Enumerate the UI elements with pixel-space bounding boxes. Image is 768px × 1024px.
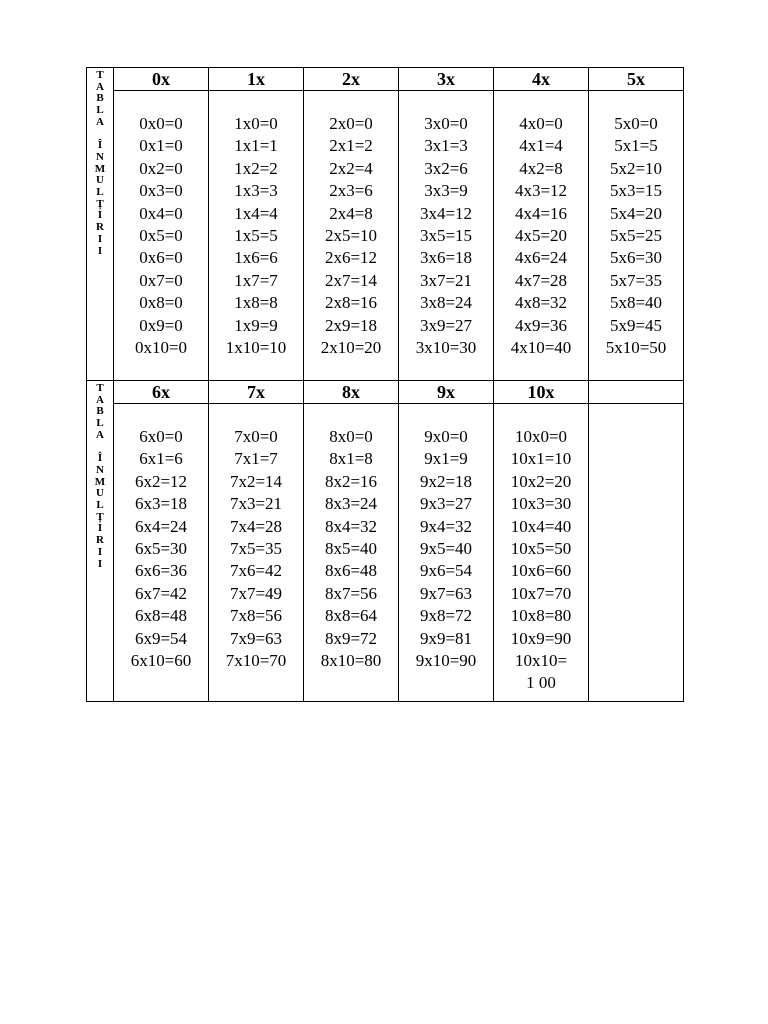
equation: 6x6=36 (134, 561, 188, 581)
equation: 4x1=4 (519, 136, 563, 156)
equation: 0x8=0 (139, 293, 183, 313)
equation: 9x4=32 (419, 516, 473, 536)
side-label-cell (87, 381, 114, 702)
equation: 7x0=0 (234, 427, 278, 446)
equation: 9x2=18 (419, 471, 473, 491)
equation: 8x10=80 (320, 651, 382, 671)
column-values (209, 404, 304, 702)
equation: 5x3=15 (609, 181, 663, 201)
equation: 6x0=0 (139, 427, 183, 446)
equation: 1x3=3 (234, 181, 278, 201)
equation: 10x9=90 (510, 628, 572, 648)
equation: 4x2=8 (519, 158, 563, 178)
equation: 2x2=4 (329, 158, 373, 178)
equation: 9x1=9 (424, 449, 468, 469)
equation: 1x4=4 (234, 203, 278, 223)
equation: 1x5=5 (234, 226, 278, 246)
equation: 6x10=60 (130, 651, 192, 671)
equation: 6x3=18 (134, 494, 188, 514)
column-header: 8x (304, 381, 399, 404)
column-values (399, 404, 494, 702)
column-values (589, 404, 684, 702)
equation: 10x7=70 (510, 583, 572, 603)
column-values (304, 91, 399, 381)
equation: 4x3=12 (514, 181, 568, 201)
column-header: 10x (494, 381, 589, 404)
equation: 1 00 (526, 673, 556, 693)
equation: 5x6=30 (609, 248, 663, 268)
equation: 0x7=0 (139, 270, 183, 290)
equation: 0x1=0 (139, 136, 183, 156)
equation: 4x4=16 (514, 203, 568, 223)
equation: 9x5=40 (419, 539, 473, 559)
equation: 1x1=1 (234, 136, 278, 156)
equation: 6x8=48 (134, 606, 188, 626)
equation: 3x8=24 (419, 293, 473, 313)
equation: 2x0=0 (329, 114, 373, 133)
equation: 3x9=27 (419, 315, 473, 335)
equation: 5x2=10 (609, 158, 663, 178)
equation: 4x7=28 (514, 270, 568, 290)
equation: 2x8=16 (324, 293, 378, 313)
equation: 2x5=10 (324, 226, 378, 246)
equation: 9x10=90 (415, 651, 477, 671)
equation: 8x7=56 (324, 583, 378, 603)
equation: 3x5=15 (419, 226, 473, 246)
equation: 10x0=0 (514, 427, 568, 446)
equation: 6x4=24 (134, 516, 188, 536)
equation: 6x1=6 (139, 449, 183, 469)
equation: 2x10=20 (320, 338, 382, 358)
equation: 1x6=6 (234, 248, 278, 268)
equation: 7x9=63 (229, 628, 283, 648)
values-row (87, 404, 684, 702)
equation: 0x9=0 (139, 315, 183, 335)
equation: 10x4=40 (510, 516, 572, 536)
column-values (494, 91, 589, 381)
equation: 7x6=42 (229, 561, 283, 581)
equation: 10x2=20 (510, 471, 572, 491)
column-values (114, 404, 209, 702)
equation: 5x9=45 (609, 315, 663, 335)
equation: 5x1=5 (614, 136, 658, 156)
equation: 4x9=36 (514, 315, 568, 335)
equation: 7x1=7 (234, 449, 278, 469)
column-values (114, 91, 209, 381)
column-values (209, 91, 304, 381)
equation: 1x8=8 (234, 293, 278, 313)
equation: 8x0=0 (329, 427, 373, 446)
column-values (589, 91, 684, 381)
side-label: T A B L A Î N M U L Ț I R I I (94, 382, 106, 570)
equation: 0x5=0 (139, 226, 183, 246)
equation: 10x3=30 (510, 494, 572, 514)
equation: 8x4=32 (324, 516, 378, 536)
equation: 0x2=0 (139, 158, 183, 178)
equation: 10x10= (514, 651, 568, 671)
equation: 9x3=27 (419, 494, 473, 514)
equation: 5x8=40 (609, 293, 663, 313)
equation: 9x9=81 (419, 628, 473, 648)
equation: 8x5=40 (324, 539, 378, 559)
equation: 8x3=24 (324, 494, 378, 514)
equation: 5x5=25 (609, 226, 663, 246)
equation: 7x7=49 (229, 583, 283, 603)
equation: 0x0=0 (139, 114, 183, 133)
equation: 5x7=35 (609, 270, 663, 290)
equation: 8x9=72 (324, 628, 378, 648)
header-row (87, 68, 684, 91)
equation: 2x9=18 (324, 315, 378, 335)
equation: 4x5=20 (514, 226, 568, 246)
equation: 2x3=6 (329, 181, 373, 201)
equation: 9x0=0 (424, 427, 468, 446)
equation: 4x0=0 (519, 114, 563, 133)
equation: 3x10=30 (415, 338, 477, 358)
column-header: 4x (494, 68, 589, 91)
equation: 1x7=7 (234, 270, 278, 290)
column-header: 0x (114, 68, 209, 91)
equation: 3x1=3 (424, 136, 468, 156)
equation: 9x7=63 (419, 583, 473, 603)
values-row (87, 91, 684, 381)
equation: 5x10=50 (605, 338, 667, 358)
equation: 10x6=60 (510, 561, 572, 581)
equation: 3x2=6 (424, 158, 468, 178)
equation: 4x8=32 (514, 293, 568, 313)
equation: 8x1=8 (329, 449, 373, 469)
equation: 8x8=64 (324, 606, 378, 626)
equation: 10x5=50 (510, 539, 572, 559)
equation: 7x8=56 (229, 606, 283, 626)
column-header: 2x (304, 68, 399, 91)
side-label: T A B L A Î N M U L Ț I R I I (94, 69, 106, 257)
column-header (589, 381, 684, 404)
equation: 9x8=72 (419, 606, 473, 626)
equation: 8x2=16 (324, 471, 378, 491)
equation: 2x7=14 (324, 270, 378, 290)
equation: 6x5=30 (134, 539, 188, 559)
equation: 4x6=24 (514, 248, 568, 268)
equation: 10x1=10 (510, 449, 572, 469)
equation: 3x4=12 (419, 203, 473, 223)
column-values (399, 91, 494, 381)
equation: 3x6=18 (419, 248, 473, 268)
equation: 0x3=0 (139, 181, 183, 201)
column-header: 3x (399, 68, 494, 91)
equation: 5x0=0 (614, 114, 658, 133)
equation: 6x7=42 (134, 583, 188, 603)
equation: 3x0=0 (424, 114, 468, 133)
equation: 1x2=2 (234, 158, 278, 178)
equation: 0x6=0 (139, 248, 183, 268)
equation: 6x9=54 (134, 628, 188, 648)
equation: 2x6=12 (324, 248, 378, 268)
equation: 1x0=0 (234, 114, 278, 133)
equation: 8x6=48 (324, 561, 378, 581)
equation: 10x8=80 (510, 606, 572, 626)
column-header: 9x (399, 381, 494, 404)
equation: 7x10=70 (225, 651, 287, 671)
equation: 7x5=35 (229, 539, 283, 559)
equation: 1x9=9 (234, 315, 278, 335)
equation: 2x4=8 (329, 203, 373, 223)
equation: 0x4=0 (139, 203, 183, 223)
equation: 7x3=21 (229, 494, 283, 514)
side-label-cell (87, 68, 114, 381)
column-header: 5x (589, 68, 684, 91)
header-row (87, 381, 684, 404)
column-header: 7x (209, 381, 304, 404)
column-values (494, 404, 589, 702)
column-values (304, 404, 399, 702)
equation: 6x2=12 (134, 471, 188, 491)
equation: 2x1=2 (329, 136, 373, 156)
equation: 3x3=9 (424, 181, 468, 201)
equation: 7x4=28 (229, 516, 283, 536)
equation: 9x6=54 (419, 561, 473, 581)
equation: 7x2=14 (229, 471, 283, 491)
column-header: 6x (114, 381, 209, 404)
equation: 5x4=20 (609, 203, 663, 223)
column-header: 1x (209, 68, 304, 91)
equation: 1x10=10 (225, 338, 287, 358)
equation: 0x10=0 (134, 338, 188, 358)
equation: 3x7=21 (419, 270, 473, 290)
equation: 4x10=40 (510, 338, 572, 358)
multiplication-table (86, 67, 684, 702)
